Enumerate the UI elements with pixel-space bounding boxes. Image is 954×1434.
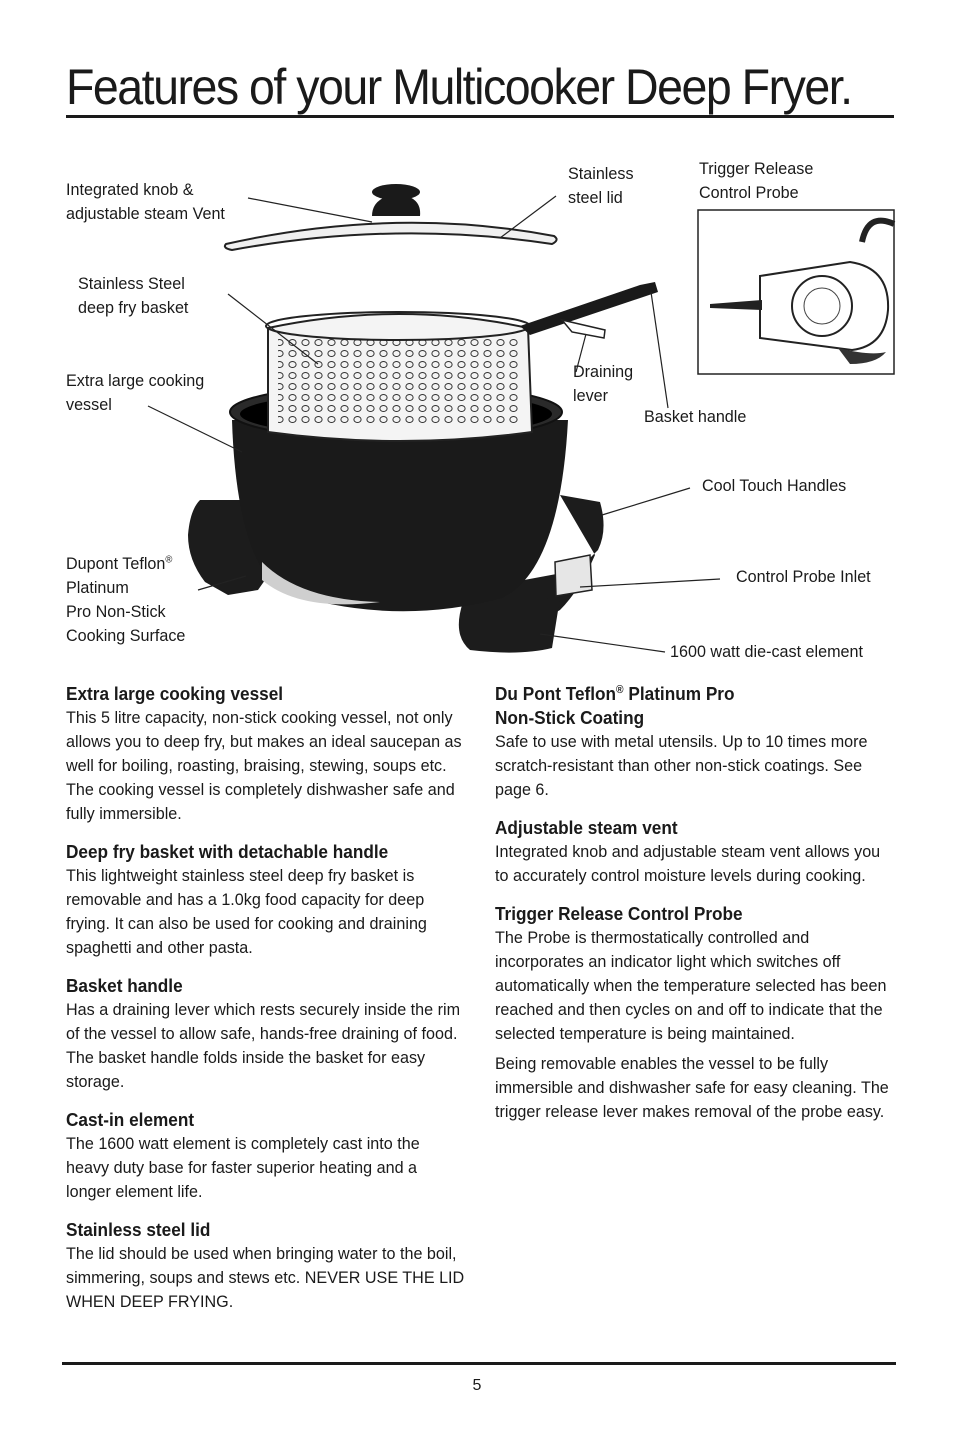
section-stainless-lid <box>66 1218 466 1314</box>
base-front-foot <box>459 598 560 653</box>
section-body: Safe to use with metal utensils. Up to 10 times more scratch-resistant than other non-stick coatings. See page 6. <box>495 732 868 799</box>
callout-vessel: Extra large cooking vessel <box>66 371 205 414</box>
callout-cool-touch: Cool Touch Handles <box>702 476 847 495</box>
section-body: Has a draining lever which rests securely inside the rim of the vessel to allow safe, hands-free draining of food. The basket handle folds inside the basket for easy storage. <box>66 1000 461 1091</box>
section-body: Integrated knob and adjustable steam vent allows you to accurately control moisture levels during cooking. <box>495 842 881 885</box>
section-heading: Basket handle <box>66 975 183 996</box>
section-control-probe <box>495 902 895 1124</box>
section-steam-vent <box>495 816 895 888</box>
callout-lever: Draining lever <box>573 362 634 405</box>
section-heading: Deep fry basket with detachable handle <box>66 841 389 862</box>
callout-knob-vent: Integrated knob & adjustable steam Vent <box>66 180 225 223</box>
right-column <box>495 682 895 1138</box>
section-teflon-coating <box>495 682 895 802</box>
callout-lid: Stainless steel lid <box>568 164 634 207</box>
section-body: The 1600 watt element is completely cast into the heavy duty base for faster superior heating and a longer element life. <box>66 1134 420 1201</box>
section-heading: Adjustable steam vent <box>495 817 678 838</box>
section-basket-handle <box>66 974 466 1094</box>
callout-element: 1600 watt die-cast element <box>670 642 864 661</box>
section-heading: Trigger Release Control Probe <box>495 903 743 924</box>
section-heading: Stainless steel lid <box>66 1219 211 1240</box>
callout-basket-handle: Basket handle <box>644 407 747 426</box>
section-heading: Extra large cooking vessel <box>66 683 284 704</box>
footer-divider <box>62 1362 896 1365</box>
section-cooking-vessel <box>66 682 466 826</box>
callout-probe-inlet: Control Probe Inlet <box>736 567 871 586</box>
probe-inlet <box>555 555 592 596</box>
section-deep-fry-basket <box>66 840 466 960</box>
section-body: The Probe is thermostatically controlled and incorporates an indicator light which switches off automatically when the temperature selected has been reached and then cycles on and off to indicate that the selected temperature is being maintained. <box>495 928 887 1043</box>
section-body: This lightweight stainless steel deep fry basket is removable and has a 1.0kg food capacity for deep frying. It can also be used for cooking and draining spaghetti and other pasta. <box>66 866 427 957</box>
lid <box>225 223 557 250</box>
callout-basket: Stainless Steel deep fry basket <box>78 274 189 317</box>
title-divider <box>66 115 894 118</box>
left-column <box>66 682 466 1328</box>
section-cast-in-element <box>66 1108 466 1204</box>
section-heading: Du Pont Teflon® Platinum Pro <box>495 683 735 704</box>
section-heading: Cast-in element <box>66 1109 195 1130</box>
callout-teflon: Dupont Teflon® Platinum Pro Non-Stick Cooking Surface <box>66 554 186 645</box>
section-body: The lid should be used when bringing water to the boil, simmering, soups and stews etc. NEVER USE THE LID WHEN DEEP FRYING. <box>66 1244 465 1311</box>
page-number: 5 <box>472 1377 482 1394</box>
product-diagram <box>0 150 954 670</box>
section-heading-line2: Non-Stick Coating <box>495 707 645 728</box>
page-title: Features of your Multicooker Deep Fryer. <box>66 59 852 115</box>
probe-dial <box>792 276 852 336</box>
callout-probe: Trigger Release Control Probe <box>699 159 814 202</box>
section-body: This 5 litre capacity, non-stick cooking vessel, not only allows you to deep fry, but makes an ideal saucepan as well for boiling, roasting, braising, stewing, soups etc. The cooking vessel is completely dishwasher safe and fully immersible. <box>66 708 462 823</box>
draining-lever <box>562 320 605 338</box>
section-body-2: Being removable enables the vessel to be fully immersible and dishwasher safe for easy cleaning. The trigger release lever makes removal of the probe easy. <box>495 1054 889 1121</box>
